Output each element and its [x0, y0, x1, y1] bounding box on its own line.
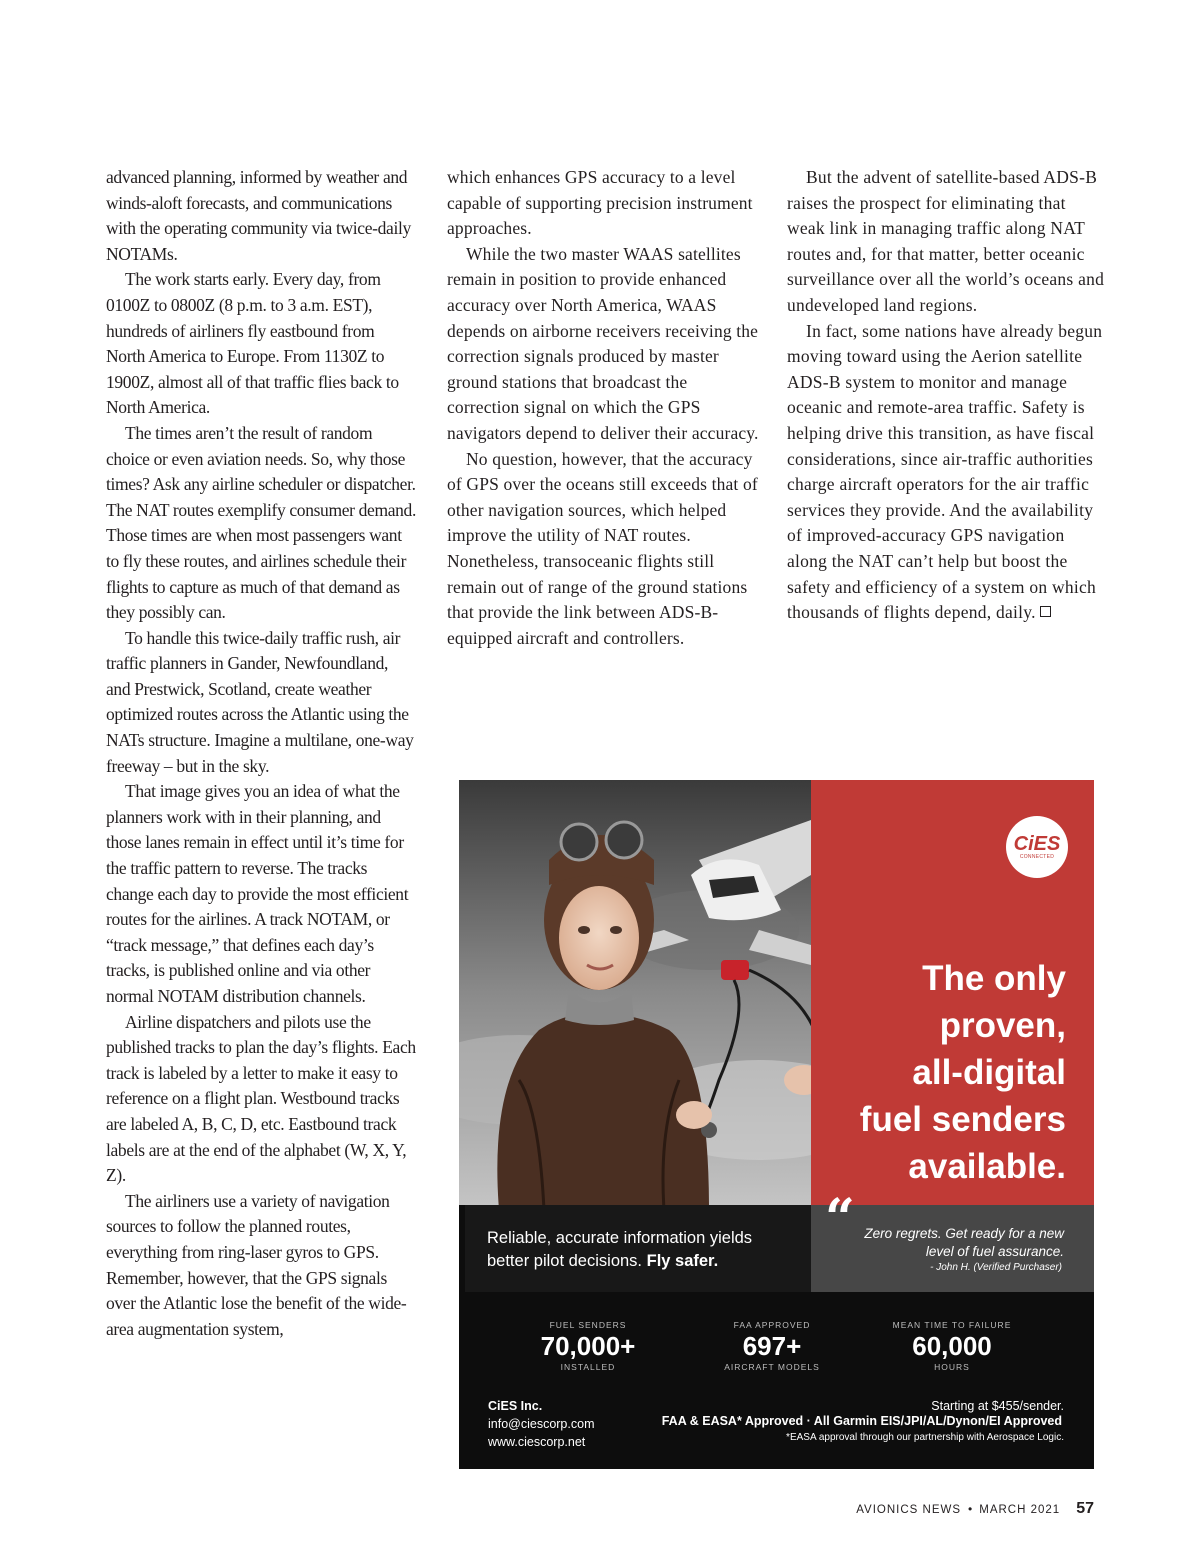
logo-subtext: CONNECTED	[1019, 854, 1055, 860]
article-column-2	[447, 165, 762, 651]
stat-label-top: MEAN TIME TO FAILURE	[892, 1320, 1012, 1330]
paragraph: which enhances GPS accuracy to a level capable of supporting precision instrument approaches.	[447, 167, 753, 239]
ad-photo-pilot-with-fuel-sender	[459, 780, 811, 1205]
ad-headline	[796, 955, 1066, 1190]
easa-footnote: *EASA approval through our partnership with Aerospace Logic.	[786, 1432, 1064, 1443]
page-footer	[856, 1500, 1094, 1518]
company-website-link[interactable]: www.ciescorp.net	[488, 1435, 586, 1449]
stat-label-top: FUEL SENDERS	[549, 1320, 627, 1330]
stat-label-bottom: HOURS	[934, 1362, 970, 1372]
magazine-name: AVIONICS NEWS	[856, 1504, 962, 1516]
testimonial-box	[811, 1188, 1094, 1292]
stat-fuel-senders	[493, 1320, 683, 1372]
paragraph: To handle this twice-daily traffic rush, air traffic planners in Gander, Newfoundland, and Prestwick, Scotland, create weather optimized routes across the Atlantic using the NATs structure. Imagine a multilane, one-way freeway – but in the sky.	[106, 627, 414, 776]
stat-faa-approved	[677, 1320, 867, 1372]
price-note: Starting at $455/sender.	[931, 1399, 1064, 1413]
paragraph: The times aren’t the result of random choice or even aviation needs. So, why those times? Ask any airline scheduler or dispatcher. The NAT routes exemplify consumer demand. Those times are when most passengers want to fly these routes, and airlines schedule their flights to capture as much of that demand as they possibly can.	[106, 422, 416, 623]
company-contact	[488, 1397, 594, 1451]
article-column-1	[106, 165, 416, 1342]
paragraph: No question, however, that the accuracy of GPS over the oceans still exceeds that of other navigation sources, which helped improve the utility of NAT routes. Nonetheless, transoceanic flights still remain out of range of the ground stations that provide the link between ADS-B-equipped aircraft and controllers.	[447, 448, 758, 648]
paragraph-text: In fact, some nations have already begun moving toward using the Aerion satellite ADS-B system to monitor and manage oceanic and remote-area traffic. Safety is helping drive this transition, as have fiscal considerations, since air-traffic authorities charge aircraft operators for the air traffic services they provide. And the availability of improved-accuracy GPS navigation along the NAT can’t help but boost the safety and efficiency of a system on which thousands of flights depend, daily.	[787, 320, 1103, 623]
tagline-emphasis: Fly safer.	[646, 1252, 719, 1270]
headline-line: The only	[922, 959, 1066, 998]
headline-line: available.	[908, 1147, 1066, 1186]
ad-tagline-box	[465, 1205, 811, 1292]
stat-mean-time-to-failure	[857, 1320, 1047, 1372]
stat-label-bottom: INSTALLED	[560, 1362, 616, 1372]
paragraph: That image gives you an idea of what the planners work with in their planning, and those lanes remain in effect until it’s time for the traffic pattern to reverse. The tracks change each day to provide the most efficient routes for the airlines. A track NOTAM, or “track message,” that defines each day’s tracks, is published online and via other normal NOTAM distribution channels.	[106, 781, 409, 1006]
stat-value: 70,000+	[540, 1331, 636, 1361]
testimonial-attribution: - John H. (Verified Purchaser)	[930, 1262, 1062, 1273]
company-email-link[interactable]: info@ciescorp.com	[488, 1417, 595, 1431]
paragraph: While the two master WAAS satellites remain in position to provide enhanced accuracy over North America, WAAS depends on airborne receivers receiving the correction signals produced by master ground stations that broadcast the correction signal on which the GPS navigators depend to deliver their accuracy.	[447, 243, 759, 443]
issue-date: MARCH 2021	[979, 1504, 1061, 1516]
advertisement[interactable]	[459, 780, 1094, 1469]
paragraph: Airline dispatchers and pilots use the published tracks to plan the day’s flights. Each track is labeled by a letter to make it easy to reference on a flight plan. Westbound tracks are labeled A, B, C, D, etc. Eastbound track labels are at the end of the alphabet (W, X, Y, Z).	[106, 1011, 416, 1186]
page-number: 57	[1076, 1500, 1094, 1517]
tagline-text: Reliable, accurate information yields better pilot decisions.	[487, 1229, 753, 1270]
approval-statement: FAA & EASA* Approved · All Garmin EIS/JPI/AL/Dynon/EI Approved	[661, 1414, 1062, 1428]
stat-value: 697+	[742, 1331, 802, 1361]
paragraph: advanced planning, informed by weather and winds-aloft forecasts, and communications with the operating community via twice-daily NOTAMs.	[106, 167, 411, 264]
stat-value: 60,000	[912, 1331, 992, 1361]
headline-line: fuel senders	[859, 1100, 1066, 1139]
logo-wordmark: CiES	[1013, 833, 1061, 855]
article-column-3	[787, 165, 1107, 626]
company-name: CiES Inc.	[488, 1399, 543, 1413]
end-of-article-icon	[1040, 606, 1051, 617]
stat-label-top: FAA APPROVED	[733, 1320, 811, 1330]
headline-line: all-digital	[912, 1053, 1066, 1092]
ad-tagline	[487, 1227, 797, 1273]
quote-mark-icon: “	[825, 1188, 855, 1249]
cies-logo	[1006, 816, 1068, 878]
paragraph: But the advent of satellite-based ADS-B raises the prospect for eliminating that weak link in managing traffic along NAT routes and, for that matter, better oceanic surveillance over all the world’s oceans and undeveloped land regions.	[787, 167, 1105, 315]
paragraph: The work starts early. Every day, from 0100Z to 0800Z (8 p.m. to 3 a.m. EST), hundreds of airliners fly eastbound from North America to Europe. From 1130Z to 1900Z, almost all of that traffic flies back to North America.	[106, 269, 399, 418]
testimonial-quote: Zero regrets. Get ready for a new level of fuel assurance.	[864, 1226, 1064, 1259]
stat-label-bottom: AIRCRAFT MODELS	[724, 1362, 820, 1372]
footer-bullet: •	[968, 1502, 973, 1516]
headline-line: proven,	[939, 1006, 1066, 1045]
paragraph	[787, 319, 1107, 626]
paragraph: The airliners use a variety of navigation sources to follow the planned routes, everything from ring-laser gyros to GPS. Remember, however, that the GPS signals over the Atlantic lose the benefit of the wide-area augmentation system,	[106, 1190, 407, 1339]
ad-headline-panel	[811, 780, 1094, 1205]
